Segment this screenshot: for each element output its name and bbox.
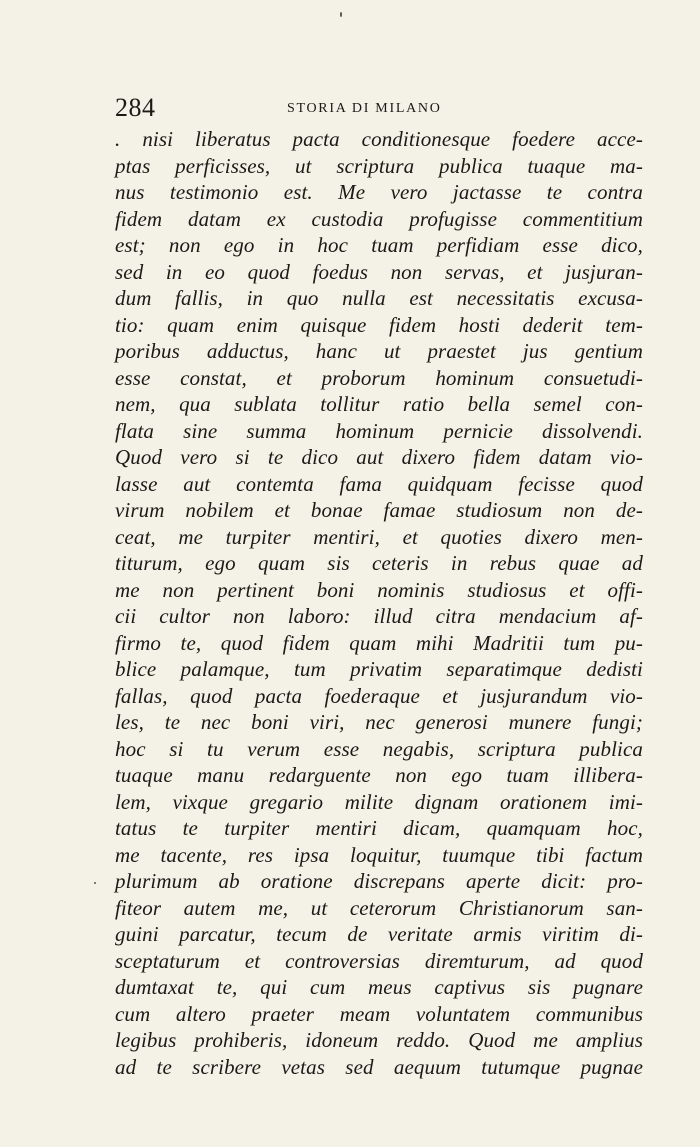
text-line: ceat, me turpiter mentiri, et quoties dixero men- [115,524,643,549]
text-line: ad te scribere vetas sed aequum tutumque pugnae [115,1054,643,1079]
text-line: . nisi liberatus pacta conditionesque foedere acce- [115,127,643,151]
text-line: cii cultor non laboro: illud citra mendacium af- [115,604,643,628]
text-line: me non pertinent boni nominis studiosus et offi- [115,577,643,602]
paper-speck [340,12,342,17]
text-line: flata sine summa hominum pernicie dissolvendi. [115,418,643,443]
text-line: ptas perficisses, ut scriptura publica tuaque ma- [115,153,643,178]
text-line: guini parcatur, tecum de veritate armis viritim di- [115,922,643,946]
running-title: STORIA DI MILANO [287,101,442,116]
text-line: fallas, quod pacta foederaque et jusjurandum vio- [115,683,643,708]
text-line: legibus prohiberis, idoneum reddo. Quod me amplius [115,1028,643,1052]
text-line: les, te nec boni viri, nec generosi munere fungi; [115,710,643,734]
text-line: sceptaturum et controversias diremturum, ad quod [115,948,643,973]
text-line: poribus adductus, hanc ut praestet jus gentium [115,339,643,363]
text-line: nem, qua sublata tollitur ratio bella semel con- [115,392,643,416]
text-line: blice palamque, tum privatim separatimque dedisti [115,657,643,681]
text-line: lasse aut contemta fama quidquam fecisse quod [115,471,643,496]
text-line: est; non ego in hoc tuam perfidiam esse dico, [115,233,643,257]
body-text [115,126,643,1080]
text-line: fiteor autem me, ut ceterorum Christianorum san- [115,895,643,920]
text-line: tuaque manu redarguente non ego tuam illibera- [115,763,643,787]
text-line: fidem datam ex custodia profugisse commentitium [115,206,643,231]
text-line: firmo te, quod fidem quam mihi Madritii tum pu- [115,630,643,655]
text-line: virum nobilem et bonae famae studiosum non de- [115,498,643,522]
text-line: dumtaxat te, qui cum meus captivus sis pugnare [115,975,643,999]
text-line: dum fallis, in quo nulla est necessitatis excusa- [115,286,643,310]
text-line: sed in eo quod foedus non servas, et jusjuran- [115,259,643,284]
text-line: nus testimonio est. Me vero jactasse te contra [115,180,643,204]
page-number: 284 [115,93,156,122]
text-line: tio: quam enim quisque fidem hosti dederit tem- [115,312,643,337]
text-line: cum altero praeter meam voluntatem communibus [115,1001,643,1026]
paper-speck [94,882,96,884]
text-line: titurum, ego quam sis ceteris in rebus quae ad [115,551,643,575]
text-line: plurimum ab oratione discrepans aperte dicit: pro- [115,869,643,893]
text-line: me tacente, res ipsa loquitur, tuumque tibi factum [115,842,643,867]
text-line: lem, vixque gregario milite dignam orationem imi- [115,789,643,814]
text-line: Quod vero si te dico aut dixero fidem datam vio- [115,445,643,469]
text-line: esse constat, et proborum hominum consuetudi- [115,365,643,390]
page-header [115,93,643,123]
text-line: tatus te turpiter mentiri dicam, quamquam hoc, [115,816,643,840]
text-line: hoc si tu verum esse negabis, scriptura publica [115,736,643,761]
